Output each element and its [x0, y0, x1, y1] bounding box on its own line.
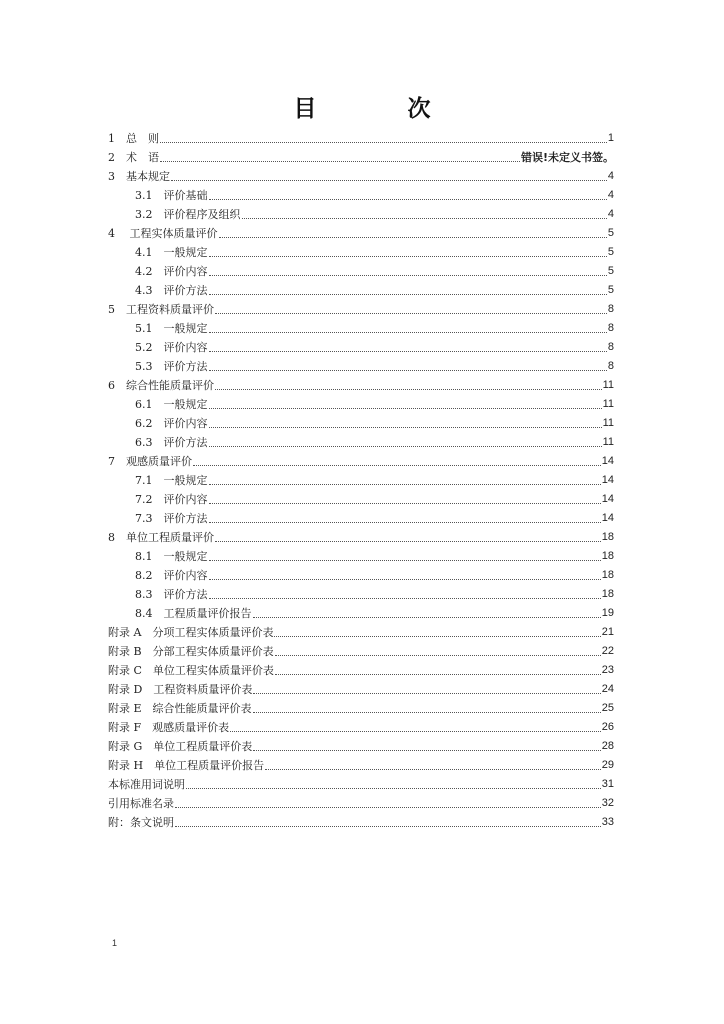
toc-entry-page: 23: [601, 664, 614, 676]
toc-entry[interactable]: [108, 772, 614, 791]
toc-entry-page: 4: [607, 189, 614, 201]
toc-entry-label: 6.2 评价内容: [135, 417, 208, 430]
toc-entry[interactable]: [108, 563, 614, 582]
toc-entry[interactable]: [108, 145, 614, 164]
toc-entry-page: 11: [602, 379, 614, 391]
toc-entry-label: 附录 E 综合性能质量评价表: [108, 702, 252, 715]
toc-entry-label: 附录 D 工程资料质量评价表: [108, 683, 253, 696]
toc-entry[interactable]: [108, 183, 614, 202]
toc-entry-label: 5.1 一般规定: [135, 322, 208, 335]
toc-entry-label: 5 工程资料质量评价: [108, 303, 214, 316]
dot-leader: [209, 322, 607, 333]
toc-entry-label: 7.3 评价方法: [135, 512, 208, 525]
toc-entry-page: 11: [602, 436, 614, 448]
toc-entry-page: 22: [601, 645, 614, 657]
toc-entry[interactable]: [108, 202, 614, 221]
toc-entry-label: 1 总 则: [108, 132, 159, 145]
toc-entry[interactable]: [108, 335, 614, 354]
toc-entry[interactable]: [108, 240, 614, 259]
toc-entry-page: 8: [607, 341, 614, 353]
toc-entry[interactable]: [108, 354, 614, 373]
toc-entry[interactable]: [108, 810, 614, 829]
toc-entry-page: 18: [601, 588, 614, 600]
toc-entry-label: 5.3 评价方法: [135, 360, 208, 373]
toc-entry[interactable]: [108, 221, 614, 240]
toc-entry-label: 8.4 工程质量评价报告: [135, 607, 252, 620]
toc-entry-page: 19: [601, 607, 614, 619]
toc-entry-page: 24: [601, 683, 614, 695]
toc-entry[interactable]: [108, 259, 614, 278]
toc-entry-page: 18: [601, 569, 614, 581]
dot-leader: [275, 645, 601, 656]
page-title: 目 次: [293, 96, 465, 122]
toc-entry-label: 附录 F 观感质量评价表: [108, 721, 230, 734]
dot-leader: [209, 588, 601, 599]
dot-leader: [175, 797, 601, 808]
toc-entry[interactable]: [108, 696, 614, 715]
toc-entry-page: 32: [601, 797, 614, 809]
dot-leader: [209, 360, 607, 371]
dot-leader: [175, 816, 601, 827]
toc-entry-page: 8: [607, 322, 614, 334]
toc-entry-label: 8.1 一般规定: [135, 550, 208, 563]
toc-entry-label: 本标准用词说明: [108, 778, 185, 791]
dot-leader: [253, 607, 601, 618]
toc-entry-page: 4: [607, 170, 614, 182]
table-of-contents: [108, 126, 614, 829]
dot-leader: [209, 284, 607, 295]
dot-leader: [209, 398, 602, 409]
toc-entry[interactable]: [108, 658, 614, 677]
toc-entry[interactable]: [108, 791, 614, 810]
dot-leader: [215, 531, 601, 542]
toc-entry-page: 5: [607, 284, 614, 296]
toc-entry[interactable]: [108, 525, 614, 544]
toc-entry[interactable]: [108, 753, 614, 772]
toc-entry-label: 6 综合性能质量评价: [108, 379, 214, 392]
dot-leader: [160, 132, 607, 143]
toc-entry-label: 5.2 评价内容: [135, 341, 208, 354]
toc-entry-label: 附录 C 单位工程实体质量评价表: [108, 664, 274, 677]
dot-leader: [242, 208, 607, 219]
toc-entry-label: 6.1 一般规定: [135, 398, 208, 411]
toc-entry-page: 18: [601, 550, 614, 562]
dot-leader: [274, 626, 600, 637]
toc-entry[interactable]: [108, 715, 614, 734]
dot-leader: [209, 474, 601, 485]
toc-entry[interactable]: [108, 601, 614, 620]
toc-entry-page: 14: [601, 455, 614, 467]
toc-entry-label: 4.3 评价方法: [135, 284, 208, 297]
toc-entry[interactable]: [108, 430, 614, 449]
toc-entry-page: 14: [601, 493, 614, 505]
toc-entry[interactable]: [108, 316, 614, 335]
dot-leader: [253, 702, 601, 713]
toc-entry[interactable]: [108, 373, 614, 392]
toc-entry-page: 28: [601, 740, 614, 752]
dot-leader: [186, 778, 601, 789]
toc-entry-label: 4.1 一般规定: [135, 246, 208, 259]
toc-entry-label: 4 工程实体质量评价: [108, 227, 218, 240]
page-number: 1: [112, 938, 118, 948]
toc-entry-page: 26: [601, 721, 614, 733]
dot-leader: [209, 246, 607, 257]
toc-entry-label: 8.3 评价方法: [135, 588, 208, 601]
toc-entry[interactable]: [108, 677, 614, 696]
toc-entry-page: 8: [607, 360, 614, 372]
dot-leader: [253, 740, 600, 751]
toc-entry-label: 3 基本规定: [108, 170, 170, 183]
toc-entry-label: 8.2 评价内容: [135, 569, 208, 582]
toc-entry-page: 21: [601, 626, 614, 638]
dot-leader: [160, 151, 520, 162]
toc-entry[interactable]: [108, 126, 614, 145]
toc-entry-page: 14: [601, 512, 614, 524]
toc-entry[interactable]: [108, 582, 614, 601]
dot-leader: [209, 569, 601, 580]
toc-entry[interactable]: [108, 164, 614, 183]
dot-leader: [215, 379, 602, 390]
toc-entry[interactable]: [108, 506, 614, 525]
toc-entry-page: 5: [607, 265, 614, 277]
toc-entry-page: 11: [602, 417, 614, 429]
toc-entry[interactable]: [108, 734, 614, 753]
dot-leader: [193, 455, 601, 466]
toc-entry-label: 附录 H 单位工程质量评价报告: [108, 759, 265, 772]
toc-entry[interactable]: [108, 468, 614, 487]
toc-entry-page: 5: [607, 246, 614, 258]
toc-entry-page: 29: [601, 759, 614, 771]
dot-leader: [230, 721, 601, 732]
toc-entry-page: 18: [601, 531, 614, 543]
toc-entry-page: 4: [607, 208, 614, 220]
toc-entry-label: 6.3 评价方法: [135, 436, 208, 449]
toc-entry-label: 7 观感质量评价: [108, 455, 192, 468]
toc-entry[interactable]: [108, 278, 614, 297]
toc-entry-label: 3.1 评价基础: [135, 189, 208, 202]
toc-entry[interactable]: [108, 449, 614, 468]
toc-entry-page: 8: [607, 303, 614, 315]
toc-entry-label: 7.2 评价内容: [135, 493, 208, 506]
toc-entry-page: 11: [602, 398, 614, 410]
toc-entry-label: 3.2 评价程序及组织: [135, 208, 241, 221]
toc-entry-page: 5: [607, 227, 614, 239]
dot-leader: [209, 436, 602, 447]
toc-entry-page: 33: [601, 816, 614, 828]
dot-leader: [209, 265, 607, 276]
dot-leader: [209, 189, 607, 200]
toc-entry-page: 31: [601, 778, 614, 790]
toc-entry-error-text: 错误!未定义书签。: [520, 151, 614, 164]
toc-entry-label: 4.2 评价内容: [135, 265, 208, 278]
toc-entry[interactable]: [108, 392, 614, 411]
toc-entry-label: 2 术 语: [108, 151, 159, 164]
toc-entry-label: 引用标准名录: [108, 797, 174, 810]
toc-entry[interactable]: [108, 411, 614, 430]
dot-leader: [209, 550, 601, 561]
toc-entry[interactable]: [108, 620, 614, 639]
dot-leader: [215, 303, 607, 314]
toc-entry-page: 14: [601, 474, 614, 486]
toc-entry-label: 8 单位工程质量评价: [108, 531, 214, 544]
toc-entry[interactable]: [108, 487, 614, 506]
toc-entry-label: 附：条文说明: [108, 816, 174, 829]
toc-entry-label: 7.1 一般规定: [135, 474, 208, 487]
toc-entry-label: 附录 G 单位工程质量评价表: [108, 740, 253, 753]
toc-entry-page: 25: [601, 702, 614, 714]
toc-entry[interactable]: [108, 544, 614, 563]
toc-entry-label: 附录 B 分部工程实体质量评价表: [108, 645, 274, 658]
dot-leader: [219, 227, 607, 238]
toc-entry-label: 附录 A 分项工程实体质量评价表: [108, 626, 274, 639]
toc-entry-page: 1: [607, 132, 614, 144]
dot-leader: [265, 759, 601, 770]
toc-entry[interactable]: [108, 639, 614, 658]
dot-leader: [275, 664, 601, 675]
dot-leader: [171, 170, 607, 181]
toc-entry[interactable]: [108, 297, 614, 316]
dot-leader: [209, 512, 601, 523]
dot-leader: [209, 417, 602, 428]
dot-leader: [209, 341, 607, 352]
dot-leader: [209, 493, 601, 504]
dot-leader: [253, 683, 600, 694]
